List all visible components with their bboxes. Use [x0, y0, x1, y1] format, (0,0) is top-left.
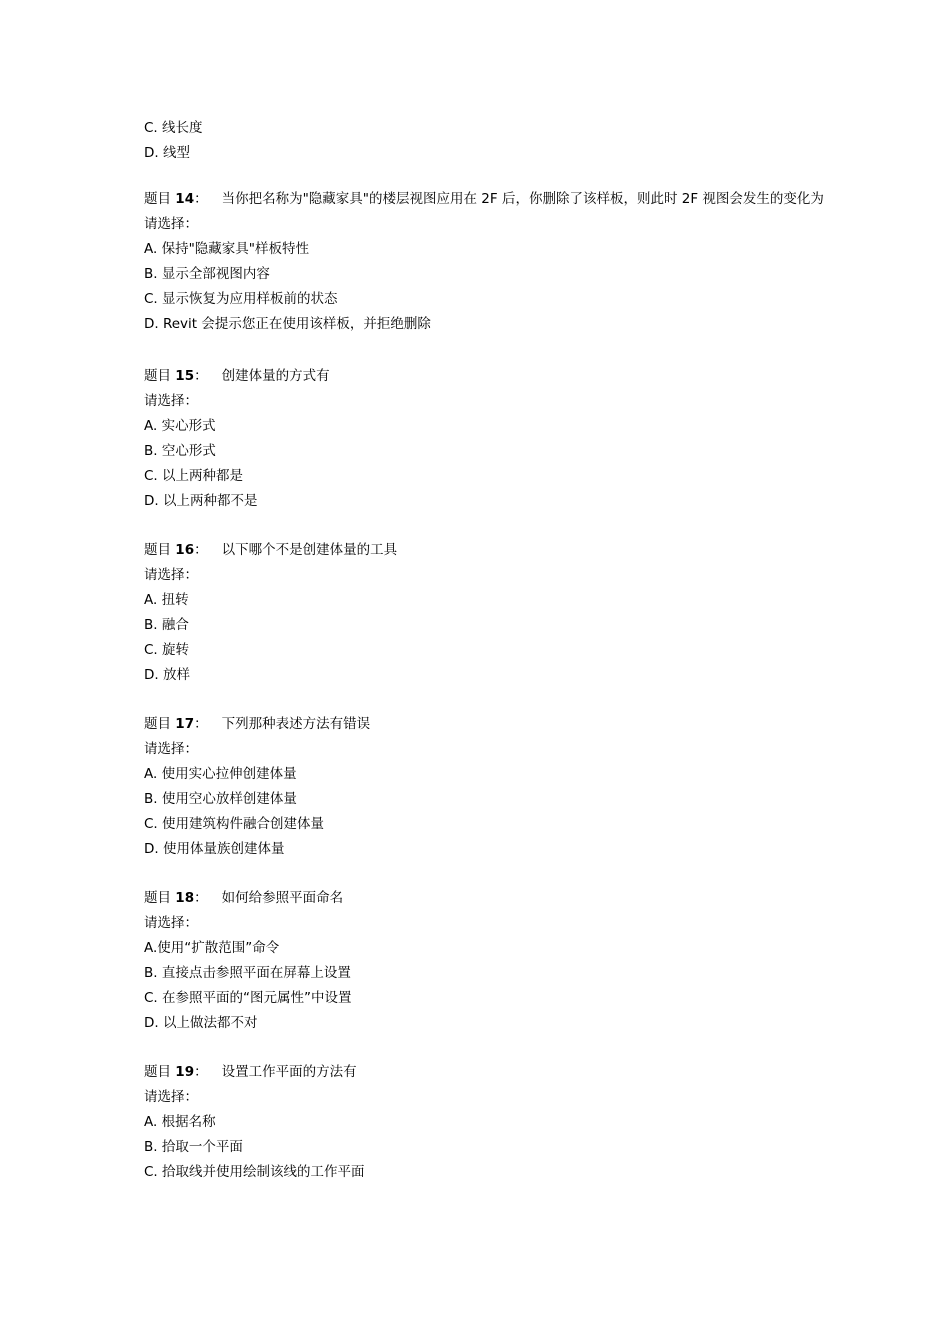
- question-colon: ：: [194, 890, 208, 906]
- option-c: C. 旋转: [144, 642, 190, 658]
- question-prefix: 题目: [144, 191, 171, 207]
- question-title: [144, 187, 824, 212]
- question-colon: ：: [194, 191, 208, 207]
- question-number: 19: [175, 1064, 195, 1080]
- option-d: D. Revit 会提示您正在使用该样板，并拒绝删除: [144, 316, 431, 332]
- question-text: 如何给参照平面命名: [221, 890, 344, 906]
- option-b: B. 拾取一个平面: [144, 1139, 243, 1155]
- option-c: C. 显示恢复为应用样板前的状态: [144, 291, 338, 307]
- question-prefix: 题目: [144, 890, 171, 906]
- option-a: A. 根据名称: [144, 1114, 216, 1130]
- choose-prompt: 请选择：: [144, 741, 198, 757]
- question-text: 当你把名称为"隐藏家具"的楼层视图应用在 2F 后，你删除了该样板，则此时 2F 视图会发生的变化为: [221, 191, 824, 207]
- question-14: [144, 187, 824, 337]
- question-15: [144, 364, 824, 514]
- option-c: C. 在参照平面的“图元属性”中设置: [144, 990, 352, 1006]
- option-d: D. 以上两种都不是: [144, 493, 258, 509]
- question-title: [144, 364, 824, 389]
- choose-prompt: 请选择：: [144, 915, 198, 931]
- option-d: D. 以上做法都不对: [144, 1015, 258, 1031]
- question-text: 设置工作平面的方法有: [221, 1064, 357, 1080]
- question-18: [144, 886, 824, 1036]
- question-text: 创建体量的方式有: [221, 368, 330, 384]
- question-prefix: 题目: [144, 542, 171, 558]
- question-number: 14: [175, 191, 195, 207]
- question-number: 15: [175, 368, 195, 384]
- question-prefix: 题目: [144, 1064, 171, 1080]
- question-17: [144, 712, 824, 862]
- question-title: [144, 886, 824, 911]
- option-a: A.使用“扩散范围”命令: [144, 940, 280, 956]
- choose-prompt: 请选择：: [144, 393, 198, 409]
- choose-prompt: 请选择：: [144, 216, 198, 232]
- prev-question-options: [144, 116, 824, 166]
- option-c: C. 以上两种都是: [144, 468, 244, 484]
- option-d: D. 使用体量族创建体量: [144, 841, 285, 857]
- question-prefix: 题目: [144, 368, 171, 384]
- option-b: B. 显示全部视图内容: [144, 266, 270, 282]
- option-a: A. 扭转: [144, 592, 189, 608]
- question-colon: ：: [194, 1064, 208, 1080]
- document-page: [144, 116, 824, 1185]
- option-b: B. 空心形式: [144, 443, 216, 459]
- question-19: [144, 1060, 824, 1185]
- question-colon: ：: [194, 716, 208, 732]
- question-prefix: 题目: [144, 716, 171, 732]
- option-d: D. 放样: [144, 667, 190, 683]
- option-b: B. 融合: [144, 617, 189, 633]
- option-c: C. 线长度: [144, 120, 203, 136]
- option-b: B. 直接点击参照平面在屏幕上设置: [144, 965, 351, 981]
- option-c: C. 使用建筑构件融合创建体量: [144, 816, 325, 832]
- question-colon: ：: [194, 542, 208, 558]
- question-text: 以下哪个不是创建体量的工具: [221, 542, 398, 558]
- question-title: [144, 1060, 824, 1085]
- question-title: [144, 538, 824, 563]
- option-b: B. 使用空心放样创建体量: [144, 791, 297, 807]
- question-text: 下列那种表述方法有错误: [221, 716, 371, 732]
- choose-prompt: 请选择：: [144, 567, 198, 583]
- question-colon: ：: [194, 368, 208, 384]
- option-a: A. 实心形式: [144, 418, 216, 434]
- choose-prompt: 请选择：: [144, 1089, 198, 1105]
- option-a: A. 使用实心拉伸创建体量: [144, 766, 297, 782]
- option-c: C. 拾取线并使用绘制该线的工作平面: [144, 1164, 365, 1180]
- question-16: [144, 538, 824, 688]
- question-number: 18: [175, 890, 195, 906]
- question-number: 17: [175, 716, 195, 732]
- option-d: D. 线型: [144, 145, 190, 161]
- question-title: [144, 712, 824, 737]
- question-number: 16: [175, 542, 195, 558]
- option-a: A. 保持"隐藏家具"样板特性: [144, 241, 309, 257]
